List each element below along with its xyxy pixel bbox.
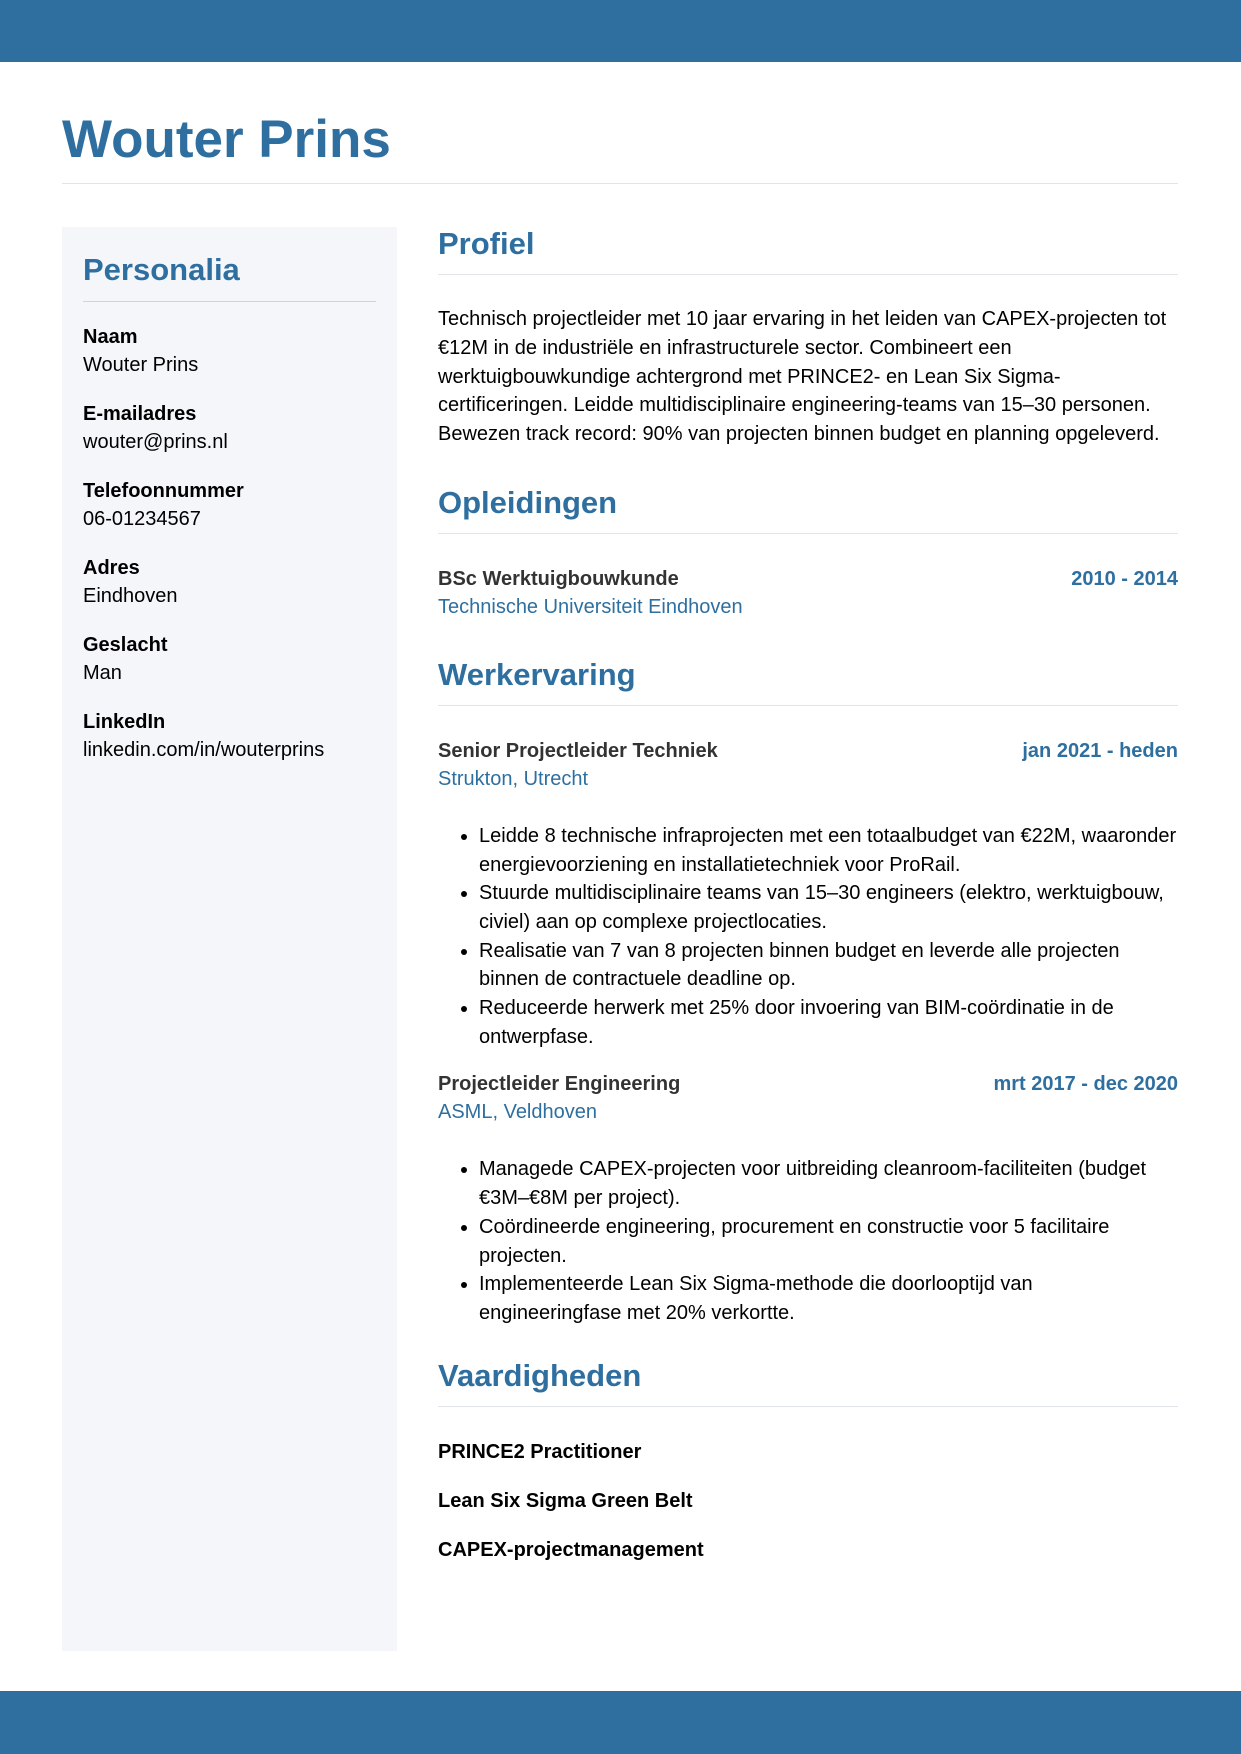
personal-label: E-mailadres	[83, 403, 197, 426]
bullet-item: • Managede CAPEX-projecten voor uitbreiding cleanroom-faciliteiten (budget €3M–€8M per project).	[479, 1155, 1178, 1212]
personal-value: Man	[83, 662, 122, 685]
education-entry-head	[438, 565, 1178, 593]
skill-item: CAPEX-projectmanagement	[438, 1538, 704, 1561]
email-value[interactable]: wouter@prins.nl	[83, 431, 228, 454]
job-bullets	[438, 1155, 1178, 1327]
personal-item-gender	[83, 631, 376, 687]
personal-label: Adres	[83, 557, 140, 580]
experience-section	[438, 658, 1178, 1328]
bullet-item: • Realisatie van 7 van 8 projecten binnen budget en leverde alle projecten binnen de contractuele deadline op.	[479, 937, 1178, 994]
profile-section	[438, 227, 1178, 449]
skill-item: PRINCE2 Practitioner	[438, 1440, 642, 1463]
job-entry-head	[438, 1070, 1178, 1098]
school-name: Technische Universiteit Eindhoven	[438, 595, 743, 618]
personal-label: LinkedIn	[83, 711, 166, 734]
bottom-accent-bar	[0, 1691, 1241, 1754]
main-content	[438, 227, 1178, 1564]
personal-value: Wouter Prins	[83, 354, 199, 377]
job-date: jan 2021 - heden	[1022, 739, 1178, 762]
skills-section	[438, 1359, 1178, 1564]
job-title: Projectleider Engineering	[438, 1073, 681, 1096]
section-title-education: Opleidingen	[438, 486, 1178, 534]
education-date: 2010 - 2014	[1071, 567, 1178, 590]
bullet-item: • Leidde 8 technische infraprojecten met een totaalbudget van €22M, waaronder energievoorziening en installatietechniek voor ProRail.	[479, 822, 1178, 879]
personal-label: Geslacht	[83, 634, 168, 657]
bullet-item: • Coördineerde engineering, procurement en constructie voor 5 facilitaire projecten.	[479, 1213, 1178, 1270]
section-title-profile: Profiel	[438, 227, 1178, 275]
bullet-item: • Reduceerde herwerk met 25% door invoering van BIM-coördinatie in de ontwerpfase.	[479, 994, 1178, 1051]
personal-item-phone	[83, 477, 376, 533]
company-name: ASML, Veldhoven	[438, 1101, 597, 1124]
personal-value: Eindhoven	[83, 585, 178, 608]
job-bullets	[438, 822, 1178, 1052]
personal-item-name	[83, 323, 376, 379]
job-entry-head	[438, 737, 1178, 765]
bullet-item: • Implementeerde Lean Six Sigma-methode die doorlooptijd van engineeringfase met 20% verkortte.	[479, 1270, 1178, 1327]
personal-item-address	[83, 554, 376, 610]
personal-label: Telefoonnummer	[83, 480, 244, 503]
linkedin-link[interactable]: linkedin.com/in/wouterprins	[83, 739, 325, 762]
personal-details-sidebar	[62, 227, 397, 1651]
resume-header	[62, 100, 1178, 184]
personal-label: Naam	[83, 326, 138, 349]
personal-item-linkedin	[83, 708, 376, 764]
sidebar-title: Personalia	[83, 251, 376, 302]
bullet-item: • Stuurde multidisciplinaire teams van 15–30 engineers (elektro, werktuigbouw, civiel) aan op complexe projectlocaties.	[479, 879, 1178, 936]
candidate-name: Wouter Prins	[62, 110, 391, 169]
profile-text: Technisch projectleider met 10 jaar ervaring in het leiden van CAPEX-projecten tot €12M in de industriële en infrastructurele sector. Combineert een werktuigbouwkundige achtergrond met PRINCE2- en Lean Six Sigma-certificeringen. Leidde multidisciplinaire engineering-teams van 15–30 personen. Bewezen track record: 90% van projecten binnen budget en planning opgeleverd.	[438, 308, 1167, 445]
personal-item-email	[83, 400, 376, 456]
degree-title: BSc Werktuigbouwkunde	[438, 567, 679, 590]
section-title-experience: Werkervaring	[438, 658, 1178, 706]
section-title-skills: Vaardigheden	[438, 1359, 1178, 1407]
education-section	[438, 486, 1178, 621]
phone-value: 06-01234567	[83, 508, 201, 531]
company-name: Strukton, Utrecht	[438, 767, 589, 790]
top-accent-bar	[0, 0, 1241, 62]
job-date: mrt 2017 - dec 2020	[993, 1073, 1178, 1096]
job-title: Senior Projectleider Techniek	[438, 739, 718, 762]
skill-item: Lean Six Sigma Green Belt	[438, 1489, 693, 1512]
